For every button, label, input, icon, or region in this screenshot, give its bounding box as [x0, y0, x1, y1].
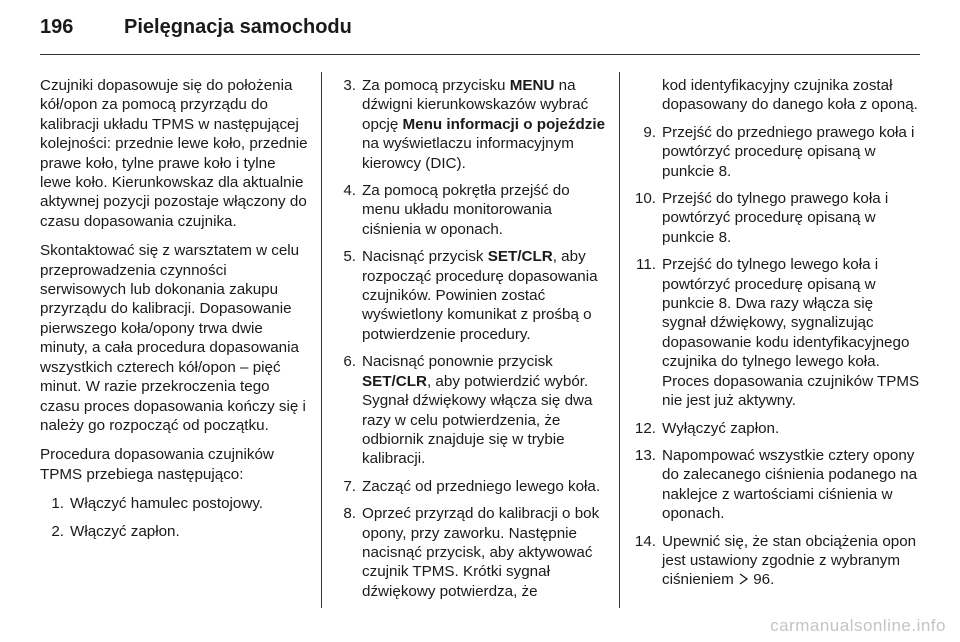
text-column-3: [632, 76, 920, 598]
list-item: [332, 76, 606, 173]
step-text: Włączyć zapłon.: [70, 522, 180, 540]
paragraph-workshop: Skontaktować się z warsztatem w celu przeprowadzenia czynności serwisowych lub dokonania zakupu przyrządu do kalibracji. Dopasowanie pierwszego koła/opony trwa dwie minuty, a cała procedura dopasowania wszystkich czterech kół/opon – pięć minut. W razie przekroczenia tego czasu proces dopasowania kończy się i należy go rozpocząć od początku.: [40, 242, 306, 434]
step-text: Upewnić się, że stan obciążenia opon jest ustawiony zgodnie z wybranym ciśnieniem 96.: [662, 532, 917, 589]
page-title: Pielęgnacja samochodu: [124, 16, 352, 38]
step-text: Przejść do tylnego prawego koła i powtórzyć procedurę opisaną w punkcie 8.: [662, 190, 889, 246]
column-divider: [321, 72, 322, 608]
list-item: [332, 504, 606, 601]
step-number: 4.: [343, 182, 356, 200]
page-number: 196: [40, 16, 74, 38]
page-header: [40, 16, 920, 52]
step-text: Zacząć od przedniego lewego koła.: [362, 477, 601, 495]
step-number: 2.: [51, 522, 64, 540]
step-number: 9.: [643, 123, 656, 141]
step-number: 3.: [343, 77, 356, 94]
page-reference[interactable]: 96.: [748, 571, 775, 589]
text-column-1: [40, 76, 310, 549]
step-number: 14.: [634, 532, 656, 550]
column-divider: [619, 72, 620, 608]
header-rule: [40, 54, 920, 55]
step-number: 10.: [634, 190, 656, 208]
steps-list: [40, 494, 310, 541]
step-text: Włączyć hamulec postojowy.: [70, 495, 264, 513]
paragraph-procedure-intro: Procedura dopasowania czujników TPMS przebiega następująco:: [40, 446, 274, 483]
text-column-2: [332, 76, 606, 609]
step-text: Za pomocą pokrętła przejść do menu układu monitorowania ciśnienia w oponach.: [362, 182, 570, 238]
page-reference-arrow-icon[interactable]: [738, 571, 749, 588]
step-text: Wyłączyć zapłon.: [662, 419, 780, 437]
step-text: Za pomocą przycisku MENU na dźwigni kierunkowskazów wybrać opcję Menu informacji o pojeździe na wyświetlaczu informacyjnym kierowcy (DIC).: [362, 77, 606, 172]
paragraph-sensor-matching: Czujniki dopasowuje się do położenia kół/opon za pomocą przyrządu do kalibracji układu TPMS w następującej kolejności: przednie lewe koło, przednie prawe koło, tylne prawe koło i tylne lewe koło. Kierunkowskaz dla aktualnie aktywnej pozycji pozostaje włączony do czasu dopasowania czujnika.: [40, 77, 308, 230]
list-item: [632, 255, 920, 410]
step-text: Napompować wszystkie cztery opony do zalecanego ciśnienia podanego na naklejce z wartościami ciśnienia w oponach.: [662, 446, 918, 523]
menu-option-label: Menu informacji o pojeździe: [402, 115, 606, 133]
steps-list: [632, 123, 920, 590]
step-text: Przejść do tylnego lewego koła i powtórzyć procedurę opisaną w punkcie 8. Dwa razy włącza się sygnał dźwiękowy, sygnalizując dopasowanie kodu identyfikacyjnego czujnika do tylnego lewego koła. Proces dopasowania czujników TPMS nie jest już aktywny.: [662, 256, 920, 410]
watermark: carmanualsonline.info: [770, 616, 946, 635]
step-number: 6.: [343, 353, 356, 371]
step-text: Przejść do przedniego prawego koła i powtórzyć procedurę opisaną w punkcie 8.: [662, 123, 915, 180]
menu-button-label: MENU: [509, 77, 555, 94]
step-text: Nacisnąć przycisk SET/CLR, aby rozpocząć procedurę dopasowania czujników. Powinien zostać wyświetlony komunikat z prośbą o potwierdzenie procedury.: [362, 248, 598, 343]
list-item: [632, 532, 920, 590]
step-number: 1.: [51, 495, 64, 513]
list-item: [332, 477, 606, 496]
step-number: 5.: [343, 248, 356, 266]
list-item: [332, 181, 606, 239]
steps-list: [332, 76, 606, 601]
list-item: [632, 446, 920, 524]
list-item: [632, 419, 920, 438]
step-number: 8.: [343, 505, 356, 523]
list-item: [332, 247, 606, 344]
step-number: 11.: [636, 256, 656, 274]
set-clr-label: SET/CLR: [487, 248, 553, 266]
list-item: [40, 494, 310, 513]
list-item: [632, 123, 920, 181]
step-text: Oprzeć przyrząd do kalibracji o bok opony, przy zaworku. Następnie nacisnąć przycisk, aby aktywować czujnik TPMS. Krótki sygnał dźwiękowy potwierdza, że: [362, 505, 600, 600]
list-item: [632, 189, 920, 247]
list-item: [40, 522, 310, 541]
step-8-continuation: kod identyfikacyjny czujnika został dopasowany do danego koła z oponą.: [662, 77, 918, 114]
step-number: 13.: [634, 446, 656, 464]
set-clr-label: SET/CLR: [362, 372, 427, 390]
step-number: 12.: [634, 419, 656, 437]
step-text: Nacisnąć ponownie przycisk SET/CLR, aby potwierdzić wybór. Sygnał dźwiękowy włącza się dwa razy w celu potwierdzenia, że odbiornik znajduje się w trybie kalibracji.: [362, 353, 593, 468]
list-item: [332, 352, 606, 468]
step-number: 7.: [343, 477, 356, 495]
